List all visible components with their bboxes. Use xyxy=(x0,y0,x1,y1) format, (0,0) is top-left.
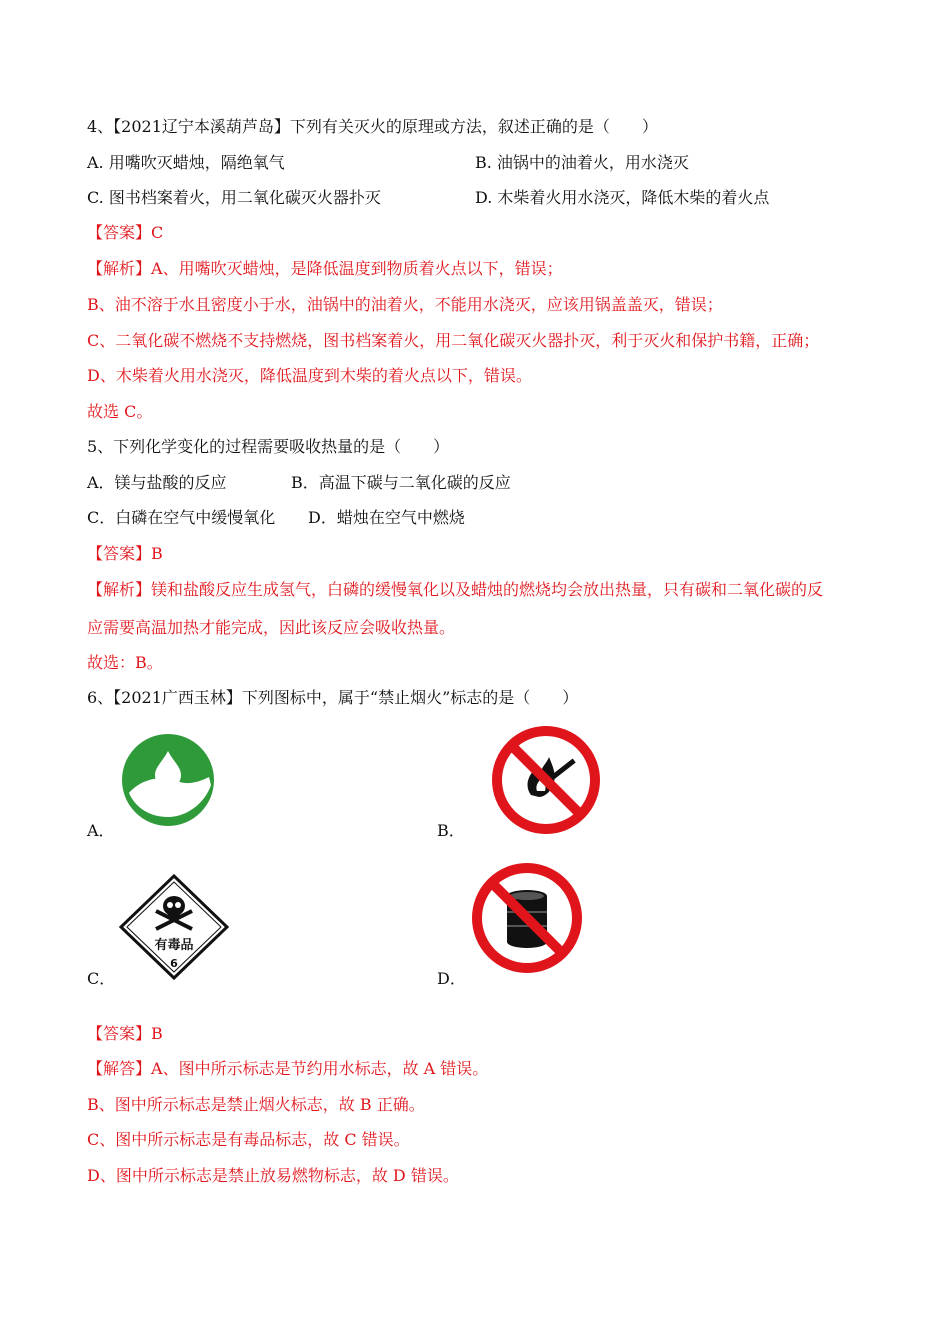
q4-answer-tag: 【答案】 xyxy=(87,223,152,242)
no-flammable-sign-icon xyxy=(471,862,583,974)
q4-analysis-2: C、二氧化碳不燃烧不支持燃烧，图书档案着火，用二氧化碳灭火器扑灭，利于灭火和保护书籍，正确； xyxy=(87,331,820,350)
toxic-sign-text: 有毒品 xyxy=(154,938,194,953)
toxic-sign-icon xyxy=(118,873,230,981)
q4-analysis-tag: 【解析】 xyxy=(87,259,152,278)
q5-stem: 5、下列化学变化的过程需要吸收热量的是（ ） xyxy=(87,437,450,456)
q6-answer-value: B xyxy=(151,1024,163,1043)
q6-label-d: D． xyxy=(437,969,466,988)
q5-option-b: B．高温下碳与二氧化碳的反应 xyxy=(291,473,511,492)
q5-answer xyxy=(87,544,163,564)
q5-answer-tag: 【答案】 xyxy=(87,544,152,563)
toxic-sign-number: 6 xyxy=(170,957,178,970)
q5-option-c: C．白磷在空气中缓慢氧化 xyxy=(87,508,276,527)
q6-analysis-tag: 【解答】 xyxy=(87,1059,152,1078)
water-saving-sign-icon xyxy=(121,733,215,827)
q4-option-c: C. 图书档案着火，用二氧化碳灭火器扑灭 xyxy=(87,188,381,207)
q6-label-b: B． xyxy=(437,821,465,840)
q4-analysis-0 xyxy=(87,259,563,279)
q6-analysis-0 xyxy=(87,1059,488,1079)
q5-option-d: D．蜡烛在空气中燃烧 xyxy=(308,508,465,527)
q4-option-a: A. 用嘴吹灭蜡烛，隔绝氧气 xyxy=(87,153,285,172)
q4-option-b: B. 油锅中的油着火，用水浇灭 xyxy=(475,153,689,172)
q6-analysis-2: C、图中所示标志是有毒品标志，故 C 错误。 xyxy=(87,1130,410,1149)
q6-analysis-3: D、图中所示标志是禁止放易燃物标志，故 D 错误。 xyxy=(87,1166,459,1185)
q6-analysis-text: A、图中所示标志是节约用水标志，故 A 错误。 xyxy=(151,1059,489,1078)
q6-answer-tag: 【答案】 xyxy=(87,1024,152,1043)
q5-analysis-text: 镁和盐酸反应生成氢气，白磷的缓慢氧化以及蜡烛的燃烧均会放出热量，只有碳和二氧化碳的反 xyxy=(151,580,824,599)
q6-stem: 6、【2021广西玉林】下列图标中，属于“禁止烟火”标志的是（ ） xyxy=(87,688,579,707)
q4-answer xyxy=(87,223,163,243)
no-fire-sign-icon xyxy=(491,725,601,835)
q4-conclusion: 故选 C。 xyxy=(87,402,153,421)
q5-analysis-0 xyxy=(87,580,823,600)
q5-option-a: A．镁与盐酸的反应 xyxy=(87,473,227,492)
q6-label-a: A． xyxy=(87,821,115,840)
q6-answer xyxy=(87,1024,163,1044)
q5-analysis-tag: 【解析】 xyxy=(87,580,152,599)
q4-option-d: D. 木柴着火用水浇灭，降低木柴的着火点 xyxy=(475,188,770,207)
q5-conclusion: 故选：B。 xyxy=(87,653,163,672)
q4-analysis-3: D、木柴着火用水浇灭，降低温度到木柴的着火点以下，错误。 xyxy=(87,366,532,385)
q4-answer-value: C xyxy=(151,223,164,242)
q4-stem: 4、【2021辽宁本溪葫芦岛】下列有关灭火的原理或方法，叙述正确的是（ ） xyxy=(87,117,658,136)
q5-analysis-1: 应需要高温加热才能完成，因此该反应会吸收热量。 xyxy=(87,618,456,637)
q6-analysis-1: B、图中所示标志是禁止烟火标志，故 B 正确。 xyxy=(87,1095,425,1114)
q5-answer-value: B xyxy=(151,544,163,563)
q6-label-c: C． xyxy=(87,969,116,988)
q4-analysis-1: B、油不溶于水且密度小于水，油锅中的油着火，不能用水浇灭，应该用锅盖盖灭，错误； xyxy=(87,295,723,314)
q4-analysis-text: A、用嘴吹灭蜡烛，是降低温度到物质着火点以下，错误； xyxy=(151,259,563,278)
